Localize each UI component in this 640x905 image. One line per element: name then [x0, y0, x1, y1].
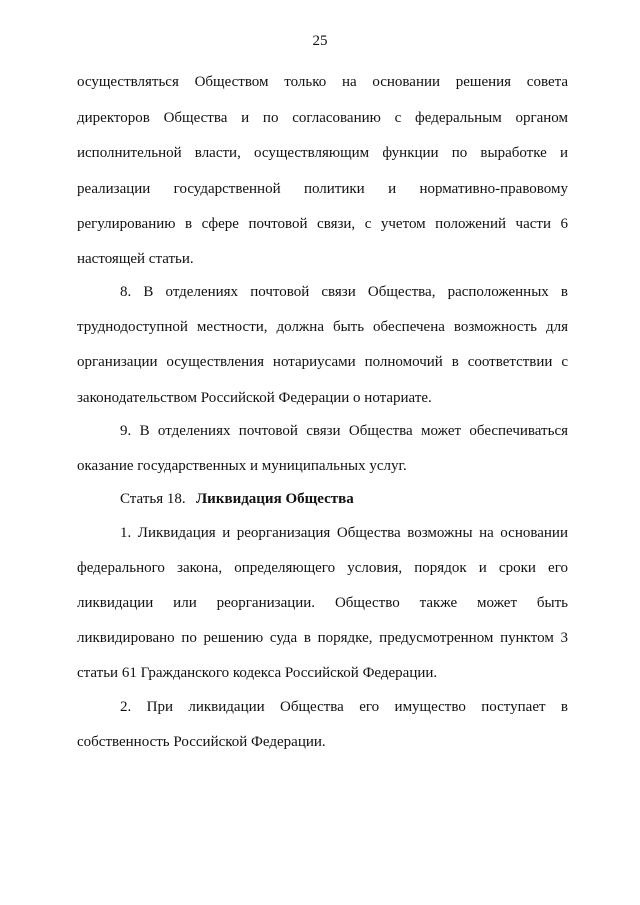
- text-line: федерального закона, определяющего условия, порядок и сроки его: [77, 560, 568, 576]
- text-line: реализации государственной политики и нормативно-правовому: [77, 181, 568, 197]
- text-line: ликвидировано по решению суда в порядке, предусмотренном пунктом 3: [77, 630, 568, 646]
- text-line: исполнительной власти, осуществляющим функции по выработке и: [77, 145, 568, 161]
- text-line: труднодоступной местности, должна быть обеспечена возможность для: [77, 319, 568, 335]
- text-line: 9. В отделениях почтовой связи Общества может обеспечиваться: [120, 423, 568, 439]
- text-line: 1. Ликвидация и реорганизация Общества возможны на основании: [120, 525, 568, 541]
- text-line: настоящей статьи.: [77, 251, 194, 267]
- text-line: ликвидации или реорганизации. Общество также может быть: [77, 595, 568, 611]
- text-line: законодательством Российской Федерации о нотариате.: [77, 390, 432, 406]
- text-line: регулированию в сфере почтовой связи, с учетом положений части 6: [77, 216, 568, 232]
- page-number: 25: [312, 33, 328, 49]
- text-line: 8. В отделениях почтовой связи Общества, расположенных в: [120, 284, 568, 300]
- text-line: 2. При ликвидации Общества его имущество поступает в: [120, 699, 568, 715]
- article-title: Ликвидация Общества: [196, 491, 354, 507]
- article-label: Статья 18.: [120, 491, 186, 507]
- text-line: собственность Российской Федерации.: [77, 734, 326, 750]
- text-line: осуществляться Обществом только на основании решения совета: [77, 74, 568, 90]
- text-line: оказание государственных и муниципальных услуг.: [77, 458, 407, 474]
- text-line: организации осуществления нотариусами полномочий в соответствии с: [77, 354, 568, 370]
- text-line: статьи 61 Гражданского кодекса Российской Федерации.: [77, 665, 438, 681]
- text-line: директоров Общества и по согласованию с федеральным органом: [77, 110, 568, 126]
